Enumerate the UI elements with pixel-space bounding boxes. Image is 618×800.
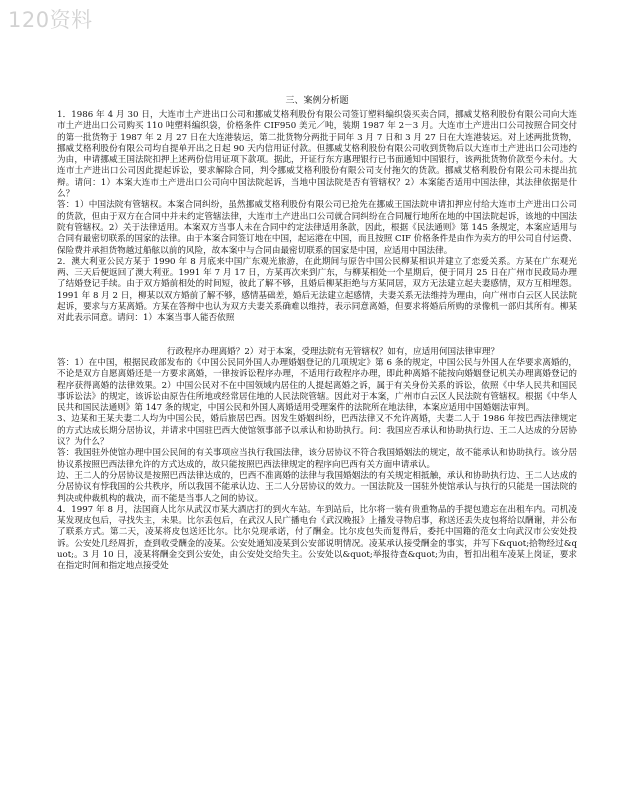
case-2-question: 2．澳大利亚公民方某于 1990 年 8 月底来中国广东观光旅游，在此期间与原告中国公民柳某相识并建立了恋爱关系。方某在广东观光两、三天后便返回了澳大利亚。1991 年 7 月 17 日，方某再次来到广东，与柳某相处一个星期后，便于同月 25 日在广州市民政局办理了结婚登记手续。由于双方婚前相处的时间短，彼此了解不够，且婚后柳某拒绝与方某同居，双方无法建立起夫妻感情，双方互相埋怨。1991 年 8 月 2 日，柳某以双方婚前了解不够，感情基础差，婚后无法建立起感情，夫妻关系无法维持为理由，向广州市白云区人民法院起诉，要求与方某离婚。方某在答辩中也认为双方夫妻关系确难以维持，表示同意离婚，但要求将婚后所购的录像机一部归其所有。柳某对此表示同意。请问：1）本案当事人能否依照 [57,256,577,324]
text-block-2 [57,347,577,573]
text-block-1 [57,110,577,325]
document-page [57,0,577,573]
case-2-answer: 答：1）在中国，根据民政部发布的《中国公民同外国人办理婚姻登记的几项规定》第 6 条的规定，中国公民与外国人在华要求离婚的，不论是双方自愿离婚还是一方要求离婚，一律按诉讼程序办理，不适用行政程序办理，即此种离婚不能按向婚姻登记机关办理离婚登记的程序获得离婚的法律效果。2）中国公民对不在中国领域内居住的人提起离婚之诉，属于有关身份关系的诉讼，依照《中华人民共和国民事诉讼法》的规定，该诉讼由原告住所地或经常居住地的人民法院管辖。因此对于本案，广州市白云区人民法院有管辖权。根据《中华人民共和国民法通则》第 147 条的规定，中国公民和外国人离婚适用受理案件的法院所在地法律，本案应适用中国婚姻法审判。 [57,357,577,414]
case-1-question: 1．1986 年 4 月 30 日，大连市土产进出口公司和挪威艾格利股份有限公司签订塑料编织袋买卖合同，挪威艾格利股份有限公司向大连市土产进出口公司购买 110 吨塑料编织袋，价格条件 CIF950 美元／吨，装期 1987 年 2－3 月。大连市土产进出口公司按照合同交付的第一批货物于 1987 年 2 月 27 日在大连港装运，第二批货物分两批于同年 3 月 7 日和 3 月 27 日在大连港装运。对上述两批货物，挪威艾格利股份有限公司均自提单开出之日起 90 天内信用证付款。但挪威艾格利股份有限公司收到货物后以大连市土产进出口公司违约为由，申请挪威王国法院扣押上述两份信用证项下款项。据此，开证行东方惠理银行已书面通知中国银行，该两批货物价款至今未付。大连市土产进出口公司因此提起诉讼，要求解除合同，判令挪威艾格利股份有限公司支付拖欠的货款。挪威艾格利股份有限公司未提出抗辩。请问：1）本案大连市土产进出口公司向中国法院起诉，当地中国法院是否有管辖权？2）本案能否适用中国法律，其法律依据是什么？ [57,110,577,200]
case-3-answer: 答：我国驻外使馆办理中国公民间的有关事项应当执行我国法律，该分居协议不符合我国婚姻法的规定，故不能承认和协助执行。该分居协议系按照巴西法律允许的方式达成的，故只能按照巴西法律规定的程序向巴西有关方面申请承认。 [57,448,577,470]
watermark-logo: 120资料 [8,8,93,32]
case-1-answer: 答：1）中国法院有管辖权。本案合同纠纷，虽然挪威艾格利股份有限公司已抢先在挪威王国法院申请扣押应付给大连市土产进出口公司的货款，但由于双方在合同中并未约定管辖法律，大连市土产进出口公司就合同纠纷在合同履行地所在地的中国法院起诉，该地的中国法院有管辖权。2）关于法律适用。本案双方当事人未在合同中约定法律适用条款，因此，根据《民法通则》第 145 条规定，本案应适用与合同有最密切联系的国家的法律。由于本案合同签订地在中国，起运港在中国，而且按照 CIF 价格条件是由作为卖方的甲公司自付运费、保险费并承担货物越过船舷以前的风险，故本案中与合同由最密切联系的国家是中国，应适用中国法律。 [57,200,577,256]
case-3-question: 3、边某和王某夫妻二人均为中国公民，婚后旅居巴西。因发生婚姻纠纷，巴西法律又不允许离婚，夫妻二人于 1986 年按巴西法律规定的方式达成长期分居协议，并请求中国驻巴西大使馆领事部予以承认和协助执行。问：我国应否承认和协助执行边、王二人达成的分居协议？为什么？ [57,414,577,448]
case-2-question-continued: 行政程序办理离婚？2）对于本案，受理法院有无管辖权？如有，应适用何国法律审理？ [167,346,500,357]
section-title: 三、案例分析题 [285,96,349,106]
case-3-answer-detail: 边、王二人的分居协议是按照巴西法律达成的，巴西不准离婚的法律与我国婚姻法的有关规定相抵触，承认和协助执行边、王二人达成的分居协议有悖我国的公共秩序，所以我国不能承认边、王二人分居协议的效力。一国法院及一国驻外使馆承认与执行的只能是一国法院的判决或仲裁机构的裁决，而不能是当事人之间的协议。 [57,470,577,504]
case-4-question: 4．1997 年 8 月，法国商人比尔从武汉市某大酒店打的到火车站。车到站后，比尔将一装有贵重物品的手提包遗忘在出租车内。司机凌某发现皮包后，寻找失主，未果。比尔丢包后，在武汉人民广播电台《武汉晚报》上播发寻物启事，称送还丢失皮包将给以酬谢，并公布了联系方式。第二天，凌某将皮包送还比尔。比尔兑现承诺，付了酬金。比尔皮包失而复得后，委托中国籍的范女士向武汉市公安处投诉。公安处几经周折，查到收受酬金的凌某。公安处通知凌某到公安部说明情况。凌某承认接受酬金的事实，并写下&quot;拾物经过&quot;。3 月 10 日，凌某将酬金交到公安处，由公安处交给失主。公安处以&quot;举报待查&quot;为由，暂扣出租车凌某上岗证，要求在指定时间和指定地点接受处 [57,504,577,572]
